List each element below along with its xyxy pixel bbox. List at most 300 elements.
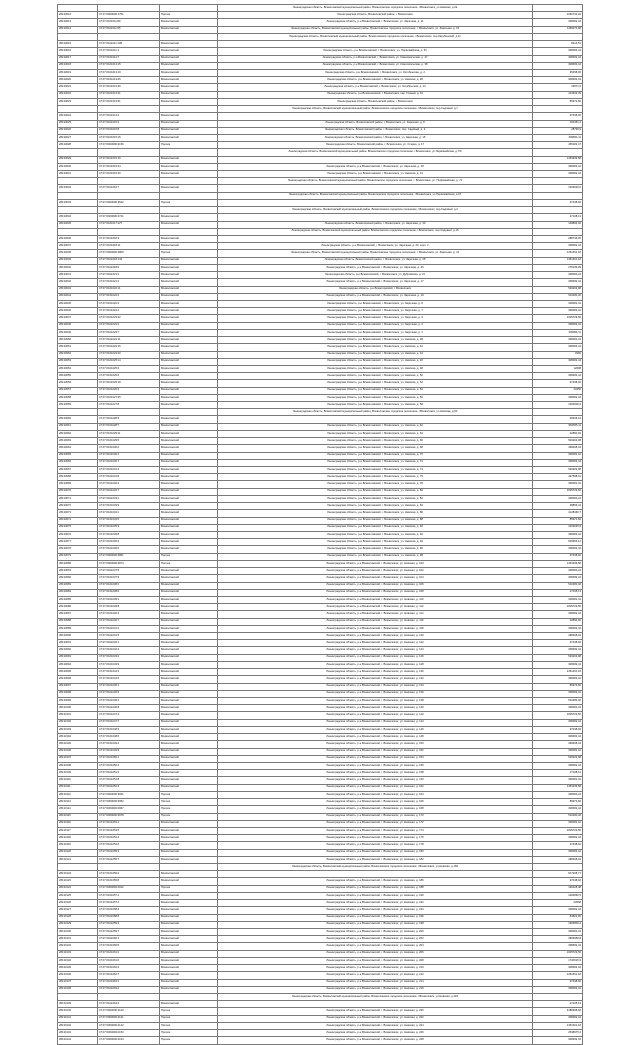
value-cell: 308482,44 — [533, 1015, 583, 1022]
cadastral-number-cell: 47:07:0101045:5 — [98, 690, 160, 697]
address-cell: Ленинградская область, р-н Всеволожский, г. Всеволожск, ул. Невская, д. 102 — [218, 568, 533, 575]
address-cell: Ленинградская область, р-н Всеволожский, г. Всеволожск, ул. Невская, д. 96 — [218, 546, 533, 553]
table-row — [58, 856, 583, 863]
record-number-cell: 28133057 — [58, 387, 98, 394]
record-number-cell: 28133037 — [58, 243, 98, 250]
category-cell: Всеволожский — [160, 1001, 218, 1008]
table-row — [58, 467, 583, 474]
record-number-cell: 28133044 — [58, 293, 98, 300]
address-cell: Ленинградская область, р-н Всеволожский, г. Всеволожск, ул. Невская, д. 31 — [218, 171, 533, 178]
cadastral-number-cell: 47:07:0101024:16 — [98, 344, 160, 351]
cadastral-number-cell — [98, 228, 160, 235]
category-cell: Всеволожский — [160, 134, 218, 141]
category-cell — [160, 864, 218, 871]
address-cell: Ленинградская область, р-н Всеволожский, г. Всеволожск, ул. Невская, д. 76 — [218, 474, 533, 481]
table-row — [58, 676, 583, 683]
category-cell: Всеволожский — [160, 950, 218, 957]
address-cell: Ленинградская область, р-н Всеволожский, г. Всеволожск, ул. Невская, д. 154 — [218, 755, 533, 762]
category-cell: Всеволожский — [160, 770, 218, 777]
address-cell: Ленинградская область, р-н Всеволожский, г. Всеволожск, ул. Заречная, д. 17 — [218, 279, 533, 286]
address-cell: Ленинградская область, р-н Всеволожский, г. Всеволожск, ул. Невская, д. 116 — [218, 618, 533, 625]
cadastral-number-cell: 47:07:0000000:4741 — [98, 214, 160, 221]
record-number-cell: 28133112 — [58, 791, 98, 798]
address-cell: Ленинградская область, р-н Всеволожский, г. Всеволожск, ул. Дубровская, д. 21 — [218, 272, 533, 279]
table-row — [58, 250, 583, 257]
category-cell: Всеволожский — [160, 676, 218, 683]
category-cell: Всеволожский — [160, 445, 218, 452]
address-cell: Ленинградская область, р-н Всеволожский, г. Всеволожск, ул. Невская, д. 52 — [218, 380, 533, 387]
record-number-cell: 28133068 — [58, 474, 98, 481]
table-row — [58, 900, 583, 907]
record-number-cell: 28133014 — [58, 26, 98, 33]
category-cell: Всеволожский — [160, 495, 218, 502]
table-row — [58, 337, 583, 344]
record-number-cell: 28133050 — [58, 337, 98, 344]
table-row — [58, 495, 583, 502]
table-row — [58, 84, 583, 91]
category-cell: Всеволожский — [160, 503, 218, 510]
address-cell: Ленинградская область, р-н Всеволожский, г. Всеволожск, ул. Невская, д. 28 — [218, 77, 533, 84]
record-number-cell: 28133135 — [58, 965, 98, 972]
address-cell: Ленинградская область, Всеволожский район, г. Всеволожск, ул. Старая, д. 17 — [218, 142, 533, 149]
value-cell: 309651,11 — [533, 134, 583, 141]
category-cell: Всеволожский — [160, 264, 218, 271]
value-cell: 1453499,58 — [533, 156, 583, 163]
value-cell: 1734515,9 — [533, 957, 583, 964]
category-cell: Всеволожский — [160, 921, 218, 928]
address-cell — [218, 41, 533, 48]
cadastral-number-cell: 47:07:0101049:2 — [98, 741, 160, 748]
value-cell: 308482,44 — [533, 55, 583, 62]
address-cell — [218, 113, 533, 120]
address-cell — [218, 156, 533, 163]
category-cell: Всеволожский — [160, 979, 218, 986]
cadastral-number-cell: 47:07:0101048:6 — [98, 734, 160, 741]
value-cell: 308482,44 — [533, 849, 583, 856]
cadastral-number-cell: 47:07:0101050:4 — [98, 762, 160, 769]
value-cell: 308482,44 — [533, 965, 583, 972]
table-row — [58, 423, 583, 430]
value-cell: 97438,92 — [533, 553, 583, 560]
cadastral-number-cell: 47:07:0101047:7 — [98, 719, 160, 726]
category-cell: Всеволожский — [160, 892, 218, 899]
value-cell: 1005729,56 — [533, 827, 583, 834]
record-number-cell: 28133085 — [58, 596, 98, 603]
category-cell — [160, 192, 218, 199]
record-number-cell: 28133077 — [58, 539, 98, 546]
cadastral-number-cell: 47:07:0101013:25 — [98, 77, 160, 84]
address-cell: Ленинградская область, р-н Всеволожский, г. Всеволожск, ул. Невская, д. 170 — [218, 813, 533, 820]
record-number-cell: 28133128 — [58, 914, 98, 921]
table-row — [58, 762, 583, 769]
address-cell: Ленинградская область, р-н Всеволожский, г. Всеволожск, ул. Невская, д. 72 — [218, 459, 533, 466]
address-cell: Ленинградская область, р-н Всеволожский, г. Всеволожск, ул. Невская, д. 182 — [218, 856, 533, 863]
address-cell: Ленинградская область, р-н Всеволожский, г. Всеволожск, ул. Невская, д. 62 — [218, 423, 533, 430]
table-row — [58, 474, 583, 481]
record-number-cell: 28133140 — [58, 1008, 98, 1015]
record-number-cell: 28133065 — [58, 452, 98, 459]
category-cell: Прочие — [160, 885, 218, 892]
value-cell: 308482,44 — [533, 19, 583, 26]
value-cell: 8214,51 — [533, 41, 583, 48]
address-cell: Ленинградская область, р-н Всеволожский, г. Всеволожск, ул. Невская, д. 178 — [218, 842, 533, 849]
table-row — [58, 300, 583, 307]
document-sheet — [57, 4, 582, 1041]
value-cell: 278139,09 — [533, 264, 583, 271]
value-cell: 308482,44 — [533, 762, 583, 769]
record-number-cell: 28133120 — [58, 849, 98, 856]
value-cell: 1003636,6 — [533, 185, 583, 192]
address-cell: Ленинградская область, р-н Всеволожский, г. Всеволожск, ул. Невская, д. 222 — [218, 1015, 533, 1022]
cadastral-number-cell: 47:07:0000000:4153 — [98, 1030, 160, 1037]
address-cell: Ленинградская область, р-н Всеволожский, г. Всеволожск, ул. Невская, д. 164 — [218, 791, 533, 798]
cadastral-number-cell: 47:07:0101026:18 — [98, 380, 160, 387]
value-cell — [533, 228, 583, 235]
category-cell: Всеволожский — [160, 719, 218, 726]
address-cell: Ленинградская область, Всеволожский район, г. Всеволожск — [218, 98, 533, 105]
table-row — [58, 596, 583, 603]
record-number-cell: 28133035 — [58, 221, 98, 228]
value-cell: 4128466,7 — [533, 510, 583, 517]
value-cell — [533, 192, 583, 199]
record-number-cell: 28133072 — [58, 503, 98, 510]
value-cell: 308482,44 — [533, 690, 583, 697]
table-row — [58, 871, 583, 878]
value-cell: 28739,9 — [533, 127, 583, 134]
category-cell: Прочие — [160, 799, 218, 806]
value-cell: 309651,11 — [533, 329, 583, 336]
table-row — [58, 820, 583, 827]
cadastral-number-cell: 47:07:0101016:7 — [98, 185, 160, 192]
category-cell: Всеволожский — [160, 531, 218, 538]
value-cell: 27108,13 — [533, 1001, 583, 1008]
category-cell: Всеволожский — [160, 957, 218, 964]
record-number-cell: 28133042 — [58, 279, 98, 286]
table-row — [58, 539, 583, 546]
cadastral-number-cell: 47:07:0101027:8 — [98, 402, 160, 409]
address-cell: Ленинградская область, р-н Всеволожский, г. Всеволожск, ул. Невская, д. 54 — [218, 387, 533, 394]
cadastral-number-cell — [98, 192, 160, 199]
table-row — [58, 683, 583, 690]
value-cell: 308482,44 — [533, 820, 583, 827]
table-row — [58, 633, 583, 640]
value-cell: 497588,01 — [533, 474, 583, 481]
value-cell: 510480,46 — [533, 698, 583, 705]
record-number-cell: 28133013 — [58, 19, 98, 26]
cadastral-number-cell: 47:07:0101033:9 — [98, 503, 160, 510]
cadastral-number-cell: 47:07:0101043:2 — [98, 654, 160, 661]
table-row — [58, 892, 583, 899]
table-row — [58, 351, 583, 358]
value-cell: 468468,44 — [533, 856, 583, 863]
cadastral-number-cell: 47:07:0101013:30 — [98, 84, 160, 91]
table-row — [58, 835, 583, 842]
address-cell: Ленинградская область, р-н Всеволожский, г. Всеволожск, ул. Невская, д. 82 — [218, 495, 533, 502]
address-cell: Ленинградская область, Всеволожский муниципальный район, Всеволожское городское поселение, г.Всеволожск, пер.Садовый, д.2 — [218, 207, 533, 214]
record-number-cell: 28133084 — [58, 589, 98, 596]
category-cell — [160, 178, 218, 185]
address-cell: Ленинградская область, р-н Всеволожский, г. Всеволожск — [218, 286, 533, 293]
table-row — [58, 243, 583, 250]
table-row — [58, 134, 583, 141]
category-cell: Всеволожский — [160, 820, 218, 827]
cadastral-number-cell: 47:07:0101022:4 — [98, 308, 160, 315]
cadastral-number-cell: 47:07:0101055:7 — [98, 856, 160, 863]
table-row — [58, 26, 583, 33]
record-number-cell: 28133029 — [58, 156, 98, 163]
table-row — [58, 864, 583, 871]
category-cell: Всеволожский — [160, 243, 218, 250]
record-number-cell: 28133043 — [58, 286, 98, 293]
cadastral-number-cell: 47:07:0101025:6 — [98, 373, 160, 380]
value-cell: 23658 — [533, 900, 583, 907]
cadastral-number-cell: 47:07:0101021:4 — [98, 279, 160, 286]
cadastral-number-cell: 47:07:0101011:95 — [98, 26, 160, 33]
category-cell: Всеволожский — [160, 784, 218, 791]
category-cell: Всеволожский — [160, 26, 218, 33]
table-row — [58, 741, 583, 748]
record-number-cell: 28133103 — [58, 726, 98, 733]
address-cell: Ленинградская область, р-н Всеволожский, г. Всеволожск, ул. Невская, д. 200 — [218, 929, 533, 936]
table-row — [58, 171, 583, 178]
value-cell: 38866,44 — [533, 503, 583, 510]
table-row — [58, 799, 583, 806]
value-cell: 308482,44 — [533, 337, 583, 344]
address-cell: Ленинградская область, р-н Всеволожский, г. Всеволожск, ул. Первомайская, д. 51 — [218, 48, 533, 55]
table-row — [58, 178, 583, 185]
record-number-cell: 28133017 — [58, 55, 98, 62]
category-cell: Всеволожский — [160, 171, 218, 178]
category-cell: Всеволожский — [160, 373, 218, 380]
table-row — [58, 1015, 583, 1022]
address-cell: Ленинградская область, р-н Всеволожский, г. Всеволожск, ул. Невская, д. 172 — [218, 820, 533, 827]
table-body — [58, 5, 583, 1045]
address-cell: Ленинградская область, р-н Всеволожский, г. Всеволожск, ул. Комсомольская, д. 47 — [218, 55, 533, 62]
record-number-cell: 28133046 — [58, 308, 98, 315]
record-number-cell: 28133139 — [58, 1001, 98, 1008]
value-cell: 64822,05 — [533, 914, 583, 921]
category-cell: Всеволожский — [160, 221, 218, 228]
record-number-cell — [58, 178, 98, 185]
value-cell: 1453499,58 — [533, 560, 583, 567]
table-row — [58, 604, 583, 611]
cadastral-number-cell: 47:07:0101056:8 — [98, 878, 160, 885]
value-cell: 308482,44 — [533, 568, 583, 575]
cadastral-number-cell: 47:07:0101036:2 — [98, 539, 160, 546]
value-cell: 139893,32 — [533, 221, 583, 228]
address-cell: Ленинградская область, Всеволожский район, г. Всеволожск, ул. Заречная, д. 25 — [218, 257, 533, 264]
record-number-cell: 28133022 — [58, 91, 98, 98]
value-cell: 308482,44 — [533, 373, 583, 380]
address-cell: Ленинградская область, р-н Всеволожский, г. Всеволожск, ул. Невская, д. 98 — [218, 553, 533, 560]
address-cell: Ленинградская область, р-н Всеволожский, г. Всеволожск, ул. Невская, д. 136 — [218, 690, 533, 697]
cadastral-number-cell: 47:07:0101012:7 — [98, 55, 160, 62]
cadastral-number-cell: 47:07:0101028:3 — [98, 416, 160, 423]
category-cell: Всеволожский — [160, 856, 218, 863]
record-number-cell: 28133060 — [58, 416, 98, 423]
address-cell: Ленинградская область, р-н Всеволожский, г. Всеволожск, ул. Заречная, д. 2 — [218, 322, 533, 329]
address-cell: Ленинградская область, р-н Всеволожский, г. Всеволожск, ул. Невская, д. 68 — [218, 445, 533, 452]
table-row — [58, 770, 583, 777]
table-row — [58, 98, 583, 105]
table-row — [58, 1037, 583, 1044]
category-cell: Всеволожский — [160, 380, 218, 387]
value-cell: 97438,92 — [533, 979, 583, 986]
record-number-cell: 28133132 — [58, 943, 98, 950]
category-cell — [160, 207, 218, 214]
address-cell: Ленинградская область, р-н Всеволожский, г. Всеволожск, ул. Невская, д. 124 — [218, 647, 533, 654]
address-cell: Ленинградская область, р-н Всеволожский, г. Всеволожск, ул. Невская, д. 108 — [218, 589, 533, 596]
category-cell: Всеволожский — [160, 279, 218, 286]
value-cell: 510480,46 — [533, 293, 583, 300]
table-row — [58, 878, 583, 885]
table-row — [58, 827, 583, 834]
address-cell — [218, 416, 533, 423]
cadastral-number-cell: 47:07:0101031:4 — [98, 467, 160, 474]
record-number-cell: 28133061 — [58, 423, 98, 430]
cadastral-number-cell: 47:07:0101048:3 — [98, 726, 160, 733]
category-cell: Всеволожский — [160, 596, 218, 603]
cadastral-number-cell: 47:07:0101031:8 — [98, 474, 160, 481]
value-cell: 308482,44 — [533, 943, 583, 950]
cadastral-number-cell: 47:07:0000000:3978 — [98, 813, 160, 820]
table-row — [58, 553, 583, 560]
address-cell: Ленинградская область, р-н Всеволожский, г. Всеволожск, ул. Заречная, д. 7 — [218, 308, 533, 315]
address-cell: Ленинградская область, р-н Всеволожский, г. Всеволожск, ул. Заречная, д. 8 — [218, 300, 533, 307]
address-cell — [218, 214, 533, 221]
address-cell: Ленинградская область, р-н Всеволожский, г. Всеволожск, ул. Невская, д. 146 — [218, 726, 533, 733]
address-cell: Ленинградская область, р-н Всеволожский, г. Всеволожск, ул. Невская, д. 44 — [218, 351, 533, 358]
cadastral-number-cell: 47:07:0101061:2 — [98, 950, 160, 957]
cadastral-number-cell: 47:07:0101063:4 — [98, 986, 160, 993]
cadastral-number-cell: 47:07:0101061:6 — [98, 957, 160, 964]
table-row — [58, 625, 583, 632]
category-cell: Прочие — [160, 813, 218, 820]
address-cell: Ленинградская область, р-н Всеволожский, г. Всеволожск, ул. Невская, д. 86 — [218, 510, 533, 517]
table-row — [58, 503, 583, 510]
cadastral-number-cell: 47:07:0000000:4012 — [98, 885, 160, 892]
address-cell: Ленинградская область, р-н Всеволожский, г. Всеволожск, ул. Заречная, д. 18 — [218, 163, 533, 170]
cadastral-number-cell: 47:07:0000000:3542 — [98, 199, 160, 206]
record-number-cell: 28133026 — [58, 127, 98, 134]
cadastral-number-cell: 47:07:0101045:1 — [98, 683, 160, 690]
address-cell: Ленинградская область, р-н Всеволожский, г. Всеволожск, ул. Невская, д. 48 — [218, 365, 533, 372]
table-row — [58, 943, 583, 950]
category-cell: Всеволожский — [160, 430, 218, 437]
table-row — [58, 517, 583, 524]
record-number-cell: 28133023 — [58, 98, 98, 105]
category-cell: Всеволожский — [160, 539, 218, 546]
value-cell: 308482,44 — [533, 243, 583, 250]
record-number-cell: 28133047 — [58, 315, 98, 322]
category-cell: Всеволожский — [160, 618, 218, 625]
address-cell: Ленинградская область, р-н Всеволожский, г. Всеволожск, ул. Невская, д. 202 — [218, 936, 533, 943]
table-row — [58, 416, 583, 423]
address-cell: Ленинградская область, р-н Всеволожский, г. Всеволожск, ул. Заречная, д. 19 — [218, 293, 533, 300]
cadastral-number-cell — [98, 149, 160, 156]
value-cell: 308482,44 — [533, 748, 583, 755]
record-number-cell: 28133076 — [58, 531, 98, 538]
category-cell: Всеволожский — [160, 214, 218, 221]
category-cell: Всеволожский — [160, 120, 218, 127]
category-cell: Всеволожский — [160, 300, 218, 307]
address-cell: Ленинградская область, р-н Всеволожский, г. Всеволожск, ул. Невская, д. 114 — [218, 611, 533, 618]
table-row — [58, 1030, 583, 1037]
table-row — [58, 1008, 583, 1015]
cadastral-number-cell: 47:07:0101038:6 — [98, 589, 160, 596]
value-cell: 308482,44 — [533, 806, 583, 813]
category-cell: Всеволожский — [160, 712, 218, 719]
record-number-cell: 28133031 — [58, 171, 98, 178]
address-cell: Ленинградская область, р-н Всеволожский, г. Всеволожск, ул. Невская, д. 194 — [218, 907, 533, 914]
address-cell: Ленинградская область, р-н Всеволожский, г. Всеволожск, ул. Октябрьская, д. 13 — [218, 84, 533, 91]
cadastral-number-cell: 47:07:0101015:24 — [98, 163, 160, 170]
value-cell: 529203,98 — [533, 286, 583, 293]
record-number-cell: 28133099 — [58, 698, 98, 705]
address-cell: Ленинградская область, р-н Всеволожский, г. Всеволожск, ул. Невская, д. 128 — [218, 661, 533, 668]
cadastral-number-cell: 47:07:0101011:1 — [98, 48, 160, 55]
cadastral-number-cell: 47:07:0101063:1 — [98, 979, 160, 986]
category-cell: Всеволожский — [160, 524, 218, 531]
category-cell: Всеволожский — [160, 351, 218, 358]
cadastral-number-cell: 47:07:0101030:4 — [98, 452, 160, 459]
cadastral-number-cell: 47:07:0101058:6 — [98, 914, 160, 921]
record-number-cell: 28133073 — [58, 510, 98, 517]
cadastral-number-cell: 47:07:0101033:1 — [98, 495, 160, 502]
category-cell: Всеволожский — [160, 156, 218, 163]
table-row — [58, 55, 583, 62]
cadastral-number-cell: 47:07:0101049:5 — [98, 748, 160, 755]
value-cell: 984655,11 — [533, 423, 583, 430]
category-cell: Всеволожский — [160, 98, 218, 105]
value-cell: 308482,44 — [533, 719, 583, 726]
record-number-cell: 28133106 — [58, 748, 98, 755]
category-cell: Всеволожский — [160, 929, 218, 936]
cadastral-number-cell: 47:07:0101042:4 — [98, 647, 160, 654]
cadastral-number-cell: 47:07:0101013:51 — [98, 98, 160, 105]
address-cell: Ленинградская область, р-н Всеволожский, г. Всеволожск, ул. Заречная, д. 11 — [218, 19, 533, 26]
cadastral-number-cell: 47:07:0000000:1701 — [98, 12, 160, 19]
table-row — [58, 806, 583, 813]
category-cell: Всеволожский — [160, 762, 218, 769]
cadastral-number-cell: 47:07:0101041:2 — [98, 625, 160, 632]
value-cell: 308482,44 — [533, 481, 583, 488]
address-cell: Ленинградская область, р-н Всеволожский, г. Всеволожск, ул. Комсомольская, д. 38 — [218, 62, 533, 69]
record-number-cell: 28133131 — [58, 936, 98, 943]
cadastral-number-cell: 47:07:0000000:4131 — [98, 1015, 160, 1022]
cadastral-number-cell: 47:07:0000000:4164 — [98, 1037, 160, 1044]
category-cell: Всеволожский — [160, 286, 218, 293]
address-cell: Ленинградская область, р-н Всеволожский, г. Всеволожск, ул. Невская, д. 130 — [218, 669, 533, 676]
value-cell: 308482,44 — [533, 394, 583, 401]
cadastral-number-cell: 47:07:0101015:30 — [98, 171, 160, 178]
table-row — [58, 373, 583, 380]
cadastral-number-cell: 47:07:0101041:5 — [98, 633, 160, 640]
category-cell: Всеволожский — [160, 669, 218, 676]
record-number-cell: 28133020 — [58, 77, 98, 84]
table-row — [58, 12, 583, 19]
address-cell: Ленинградская область, р-н Всеволожский, г. Всеволожск, ул. Невская, д. 228 — [218, 1037, 533, 1044]
cadastral-number-cell — [98, 993, 160, 1000]
table-row — [58, 986, 583, 993]
category-cell: Прочие — [160, 142, 218, 149]
record-number-cell: 28133016 — [58, 48, 98, 55]
table-row — [58, 69, 583, 76]
table-row — [58, 589, 583, 596]
category-cell: Всеволожский — [160, 654, 218, 661]
cadastral-number-cell: 47:07:0101062:7 — [98, 972, 160, 979]
cadastral-number-cell — [98, 178, 160, 185]
